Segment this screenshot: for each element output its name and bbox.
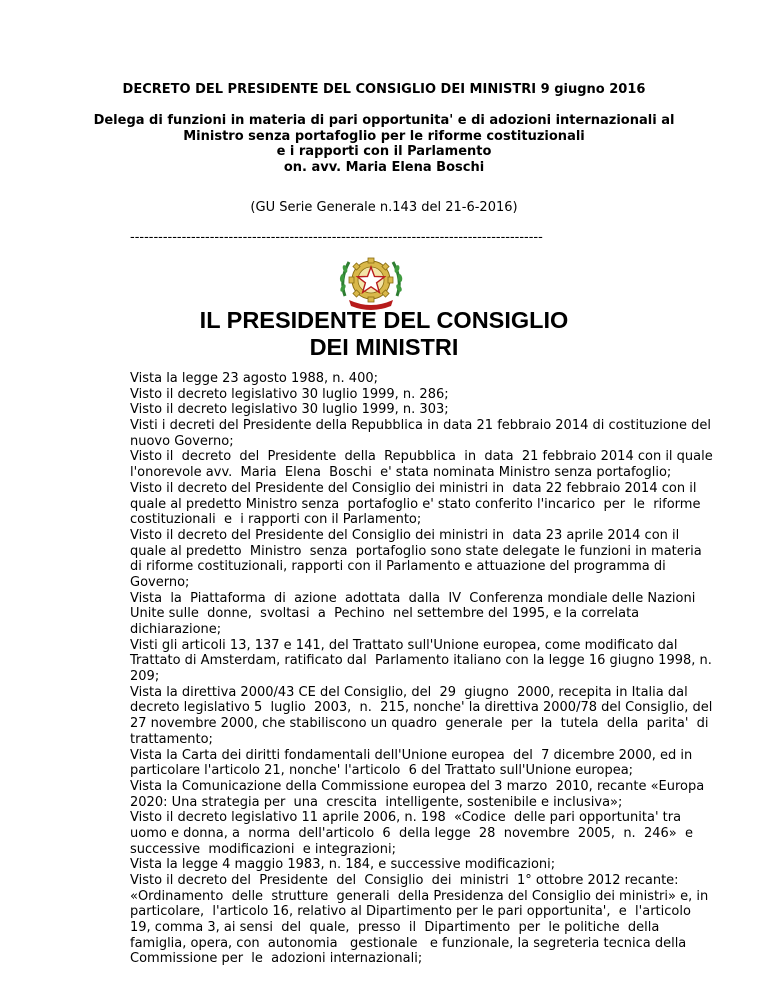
body-line: particolare l'articolo 21, nonche' l'articolo 6 del Trattato sull'Unione europea; [130,763,634,779]
body-line: Unite sulle donne, svoltasi a Pechino nel settembre del 1995, e la correlata [130,606,640,622]
body-line: Commissione per le adozioni internazionali; [130,951,423,967]
body-line: Vista la Carta dei diritti fondamentali dell'Unione europea del 7 dicembre 2000, ed in [130,747,693,763]
gazette-reference: (GU Serie Generale n.143 del 21-6-2016) [250,200,518,215]
separator-line: ---------------------------------------------------------------------------------------- [130,230,543,245]
body-line: costituzionali e i rapporti con il Parlamento; [130,512,422,528]
body-line: 27 novembre 2000, che stabiliscono un quadro generale per la tutela della parita' di [130,716,709,732]
body-line: 2020: Una strategia per una crescita intelligente, sostenibile e inclusiva»; [130,794,623,810]
body-line: trattamento; [130,731,213,747]
main-heading [0,307,768,361]
body-line: Trattato di Amsterdam, ratificato dal Parlamento italiano con la legge 16 giugno 1998, n. [130,653,712,669]
body-line: quale al predetto Ministro senza portafoglio e' stato conferito l'incarico per le riforme [130,496,701,512]
body-line: dichiarazione; [130,622,222,637]
decree-body [130,371,713,967]
body-line: decreto legislativo 5 luglio 2003, n. 215, nonche' la direttiva 2000/78 del Consiglio, del [130,700,713,716]
body-line: Vista la Comunicazione della Commissione europea del 3 marzo 2010, recante «Europa [130,778,705,794]
subtitle-line: on. avv. Maria Elena Boschi [283,159,485,175]
body-line: Visto il decreto del Presidente della Repubblica in data 21 febbraio 2014 con il quale [130,449,713,465]
body-line: Visto il decreto legislativo 30 luglio 1999, n. 303; [130,402,449,418]
main-heading-line: IL PRESIDENTE DEL CONSIGLIO [199,307,569,333]
main-heading-line: DEI MINISTRI [309,334,459,360]
decree-title: DECRETO DEL PRESIDENTE DEL CONSIGLIO DEI MINISTRI 9 giugno 2016 [122,82,646,97]
body-line: Visto il decreto legislativo 11 aprile 2006, n. 198 «Codice delle pari opportunita' tra [130,810,682,826]
body-line: Vista la direttiva 2000/43 CE del Consiglio, del 29 giugno 2000, recepita in Italia dal [130,684,688,700]
subtitle-line: e i rapporti con il Parlamento [276,144,492,159]
italian-republic-emblem-icon [331,250,411,312]
body-line: successive modificazioni e integrazioni; [130,841,396,857]
body-line: quale al predetto Ministro senza portafoglio sono state delegate le funzioni in materia [130,543,702,559]
decree-subtitle [0,113,768,175]
body-line: l'onorevole avv. Maria Elena Boschi e' stata nominata Ministro senza portafoglio; [130,465,672,481]
body-line: Visto il decreto del Presidente del Consiglio dei ministri 1° ottobre 2012 recante: [130,873,679,888]
body-line: Vista la legge 4 maggio 1983, n. 184, e successive modificazioni; [130,857,556,873]
body-line: nuovo Governo; [130,433,234,449]
body-line: di riforme costituzionali, rapporti con il Parlamento e attuazione del programma di [130,559,666,575]
body-line: Visto il decreto legislativo 30 luglio 1999, n. 286; [130,386,449,402]
body-line: famiglia, opera, con autonomia gestionale e funzionale, la segreteria tecnica della [130,935,687,951]
body-line: 19, comma 3, ai sensi del quale, presso il Dipartimento per le politiche della [130,920,660,936]
subtitle-line: Ministro senza portafoglio per le riforme costituzionali [183,128,585,144]
body-line: Visto il decreto del Presidente del Consiglio dei ministri in data 23 aprile 2014 con il [130,527,680,543]
body-line: Visti i decreti del Presidente della Repubblica in data 21 febbraio 2014 di costituzione del [130,418,712,434]
body-line: Vista la legge 23 agosto 1988, n. 400; [130,371,378,386]
body-line: Visti gli articoli 13, 137 e 141, del Trattato sull'Unione europea, come modificato dal [130,637,678,653]
body-line: Visto il decreto del Presidente del Consiglio dei ministri in data 22 febbraio 2014 con il [130,480,697,496]
body-line: uomo e donna, a norma dell'articolo 6 della legge 28 novembre 2005, n. 246» e [130,825,693,841]
body-line: Vista la Piattaforma di azione adottata dalla IV Conferenza mondiale delle Nazioni [130,590,696,606]
body-line: 209; [130,669,160,685]
body-line: «Ordinamento delle strutture generali della Presidenza del Consiglio dei ministri» e, in [130,888,709,904]
body-line: Governo; [130,574,190,590]
body-line: particolare, l'articolo 16, relativo al Dipartimento per le pari opportunita', e l'articolo [130,904,691,920]
subtitle-line: Delega di funzioni in materia di pari opportunita' e di adozioni internazionali al [93,113,675,128]
